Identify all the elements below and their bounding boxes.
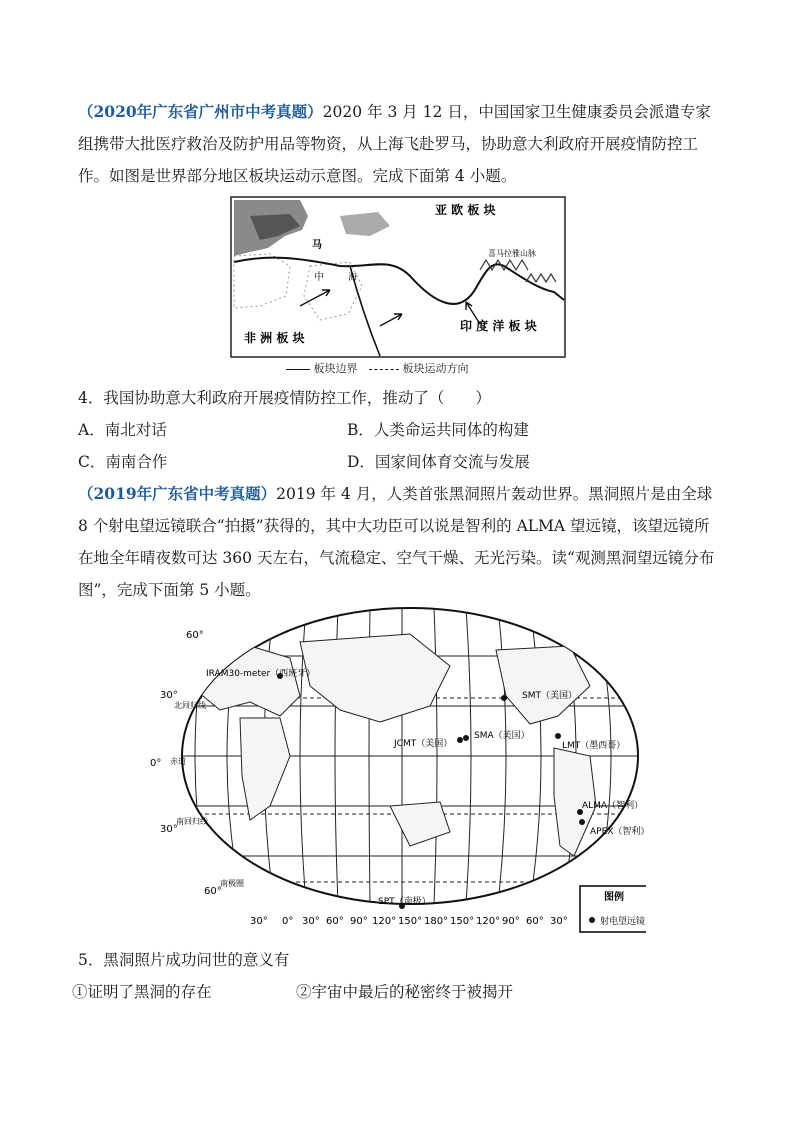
- telescope-spt: SPT（南极）: [378, 897, 431, 907]
- lon-label: 180°: [424, 916, 449, 927]
- telescope-smt: SMT（美国）: [522, 691, 577, 701]
- lon-label: 90°: [502, 916, 520, 927]
- lat-label-30s: 30°: [160, 824, 178, 835]
- q4-option-c[interactable]: C．南南合作: [78, 453, 168, 471]
- lon-label: 150°: [450, 916, 475, 927]
- lon-label: 90°: [350, 916, 368, 927]
- lon-label: 120°: [372, 916, 397, 927]
- q4-intro-text: 2020 年 3 月 12 日，中国国家卫生健康委员会派遣专家组携带大批医疗救治及防护用品等物资，从上海飞赴罗马，协助意大利政府开展疫情防控工作。如图是世界部分地区板块运动示意图。完成下面第 4 小题。: [78, 103, 711, 185]
- label-zhong: 中: [314, 272, 324, 283]
- lon-label: 30°: [550, 916, 568, 927]
- lon-label: 30°: [302, 916, 320, 927]
- legend-boundary: 板块边界: [313, 362, 358, 375]
- line-label-tropic-capricorn: 南回归线: [176, 817, 208, 826]
- q4-source: （2020年广东省广州市中考真题）: [78, 102, 323, 121]
- map-legend-title: 图例: [604, 892, 624, 903]
- lon-label: 150°: [398, 916, 423, 927]
- q4-stem: 4．我国协助意大利政府开展疫情防控工作，推动了（ ）: [78, 389, 491, 407]
- q5-source: （2019年广东省中考真题）: [78, 484, 277, 503]
- telescope-lmt: LMT（墨西哥）: [562, 741, 626, 751]
- telescope-jcmt: JCMT（美国）: [394, 739, 453, 749]
- label-xima: 喜马拉雅山脉: [488, 249, 536, 258]
- legend-direction: 板块运动方向: [402, 362, 469, 375]
- plate-map-svg: [230, 196, 570, 360]
- telescope-alma: ALMA（智利）: [582, 801, 644, 811]
- lon-label: 60°: [326, 916, 344, 927]
- label-eurasia: 亚 欧 板 块: [435, 203, 496, 217]
- label-africa: 非 洲 板 块: [244, 331, 305, 345]
- q5-option-1[interactable]: ①证明了黑洞的存在: [72, 983, 212, 1001]
- lon-labels: [250, 916, 568, 927]
- world-map: [150, 606, 646, 940]
- lat-label-60n: 60°: [186, 630, 204, 641]
- q4-option-a[interactable]: A．南北对话: [78, 421, 167, 439]
- label-hai: 海: [348, 273, 358, 283]
- telescope-iram: IRAM30-meter（西班牙）: [206, 669, 316, 679]
- q4-option-b[interactable]: B．人类命运共同体的构建: [347, 421, 529, 439]
- q5-intro-text: 2019 年 4 月，人类首张黑洞照片轰动世界。黑洞照片是由全球 8 个射电望远镜联合“拍摄”获得的，其中大功臣可以说是智利的 ALMA 望远镜，该望远镜所在地全年晴夜数可达 360 天左右，气流稳定、空气干燥、无光污染。读“观测黑洞望远镜分布图”，完成下面第 5 小题。: [78, 485, 715, 599]
- world-map-svg: [150, 606, 646, 940]
- legend-dot: [589, 917, 595, 923]
- lat-label-60s: 60°: [204, 886, 222, 897]
- telescope-dot: [501, 695, 507, 701]
- lon-label: 120°: [476, 916, 501, 927]
- lon-label: 30°: [250, 916, 268, 927]
- lon-label: 60°: [526, 916, 544, 927]
- label-indian: 印 度 洋 板 块: [460, 319, 537, 333]
- telescope-dot: [579, 819, 585, 825]
- telescope-dot: [555, 733, 561, 739]
- q5-option-2[interactable]: ②宇宙中最后的秘密终于被揭开: [296, 983, 514, 1001]
- plate-map: [230, 196, 570, 360]
- telescope-dot: [457, 737, 463, 743]
- plate-legend: [286, 360, 469, 376]
- q4-option-d[interactable]: D．国家间体育交流与发展: [347, 453, 530, 471]
- telescope-sma: SMA（美国）: [474, 731, 530, 741]
- q5-intro: [78, 478, 722, 606]
- telescope-dot: [463, 735, 469, 741]
- telescope-apex: APEX（智利）: [590, 827, 646, 837]
- q5-stem: 5．黑洞照片成功问世的意义有: [78, 951, 290, 969]
- line-label-tropic-cancer: 北回归线: [174, 701, 206, 710]
- line-label-antarctic-circle: 南极圈: [220, 879, 244, 888]
- q4-intro: [78, 96, 722, 192]
- lat-label-0: 0°: [150, 758, 162, 769]
- lon-label: 0°: [282, 916, 294, 927]
- boundary-line-sample: [286, 369, 310, 370]
- label-ma: 马: [312, 240, 322, 251]
- lat-label-30n: 30°: [160, 690, 178, 701]
- map-legend-item: 射电望远镜: [600, 917, 646, 927]
- line-label-equator: 赤道: [170, 757, 186, 766]
- direction-arrow-sample: [369, 369, 399, 370]
